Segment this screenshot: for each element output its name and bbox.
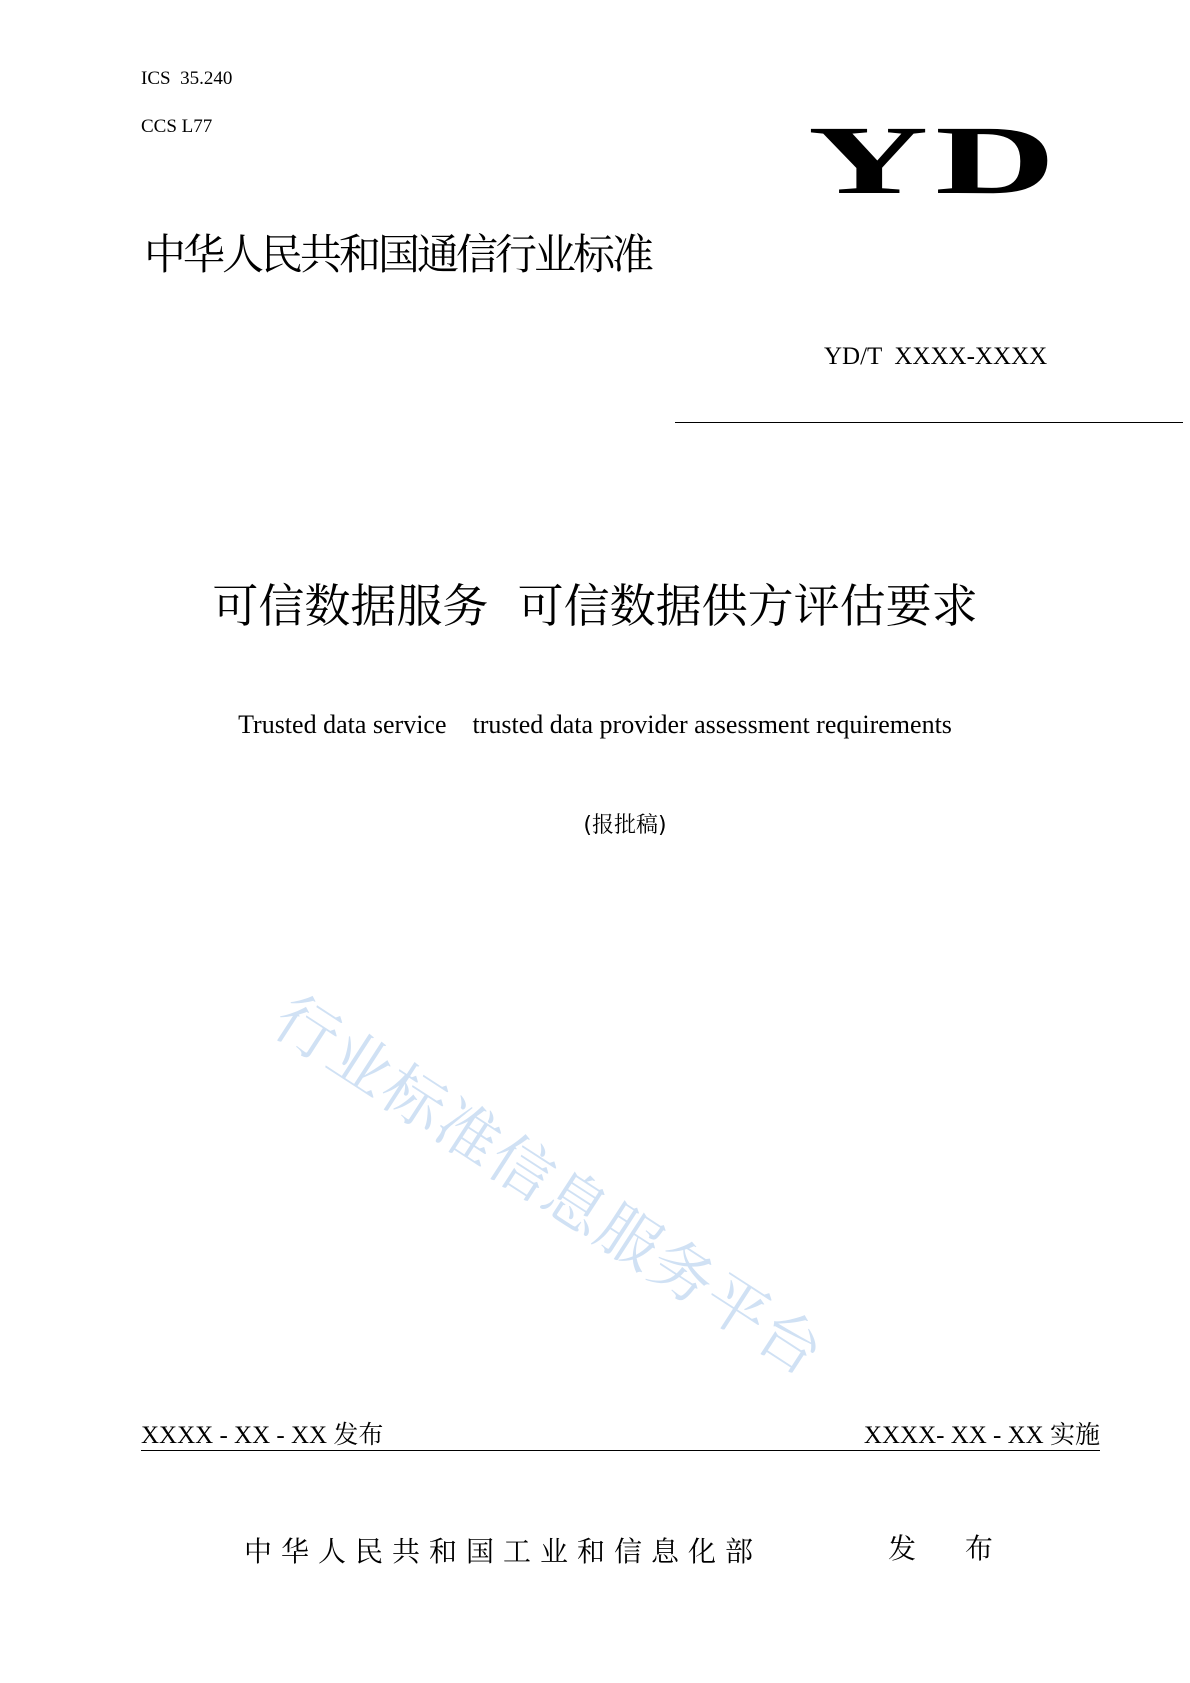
document-title-cn: 可信数据服务 可信数据供方评估要求 (212, 579, 978, 633)
ccs-code: CCS L77 (141, 116, 213, 137)
issuing-authority: 中华人民共和国工业和信息化部 (244, 1535, 763, 1568)
standard-category-title: 中华人民共和国通信行业标准 (144, 230, 652, 279)
publish-label: 发 布 (888, 1532, 1013, 1565)
draft-status: (报批稿) (583, 813, 667, 838)
issue-date: XXXX - XX - XX 发布 (141, 1422, 384, 1449)
header-divider (675, 422, 1183, 423)
document-title-en: Trusted data service trusted data provider assessment requirements (238, 710, 952, 739)
ics-code: ICS 35.240 (141, 68, 233, 89)
watermark: 行业标准信息服务平台 (261, 980, 838, 1391)
yd-logo: YD (808, 107, 1063, 215)
implementation-date: XXXX- XX - XX 实施 (863, 1422, 1100, 1449)
footer-divider (141, 1450, 1100, 1451)
standard-number: YD/T XXXX-XXXX (824, 343, 1048, 370)
